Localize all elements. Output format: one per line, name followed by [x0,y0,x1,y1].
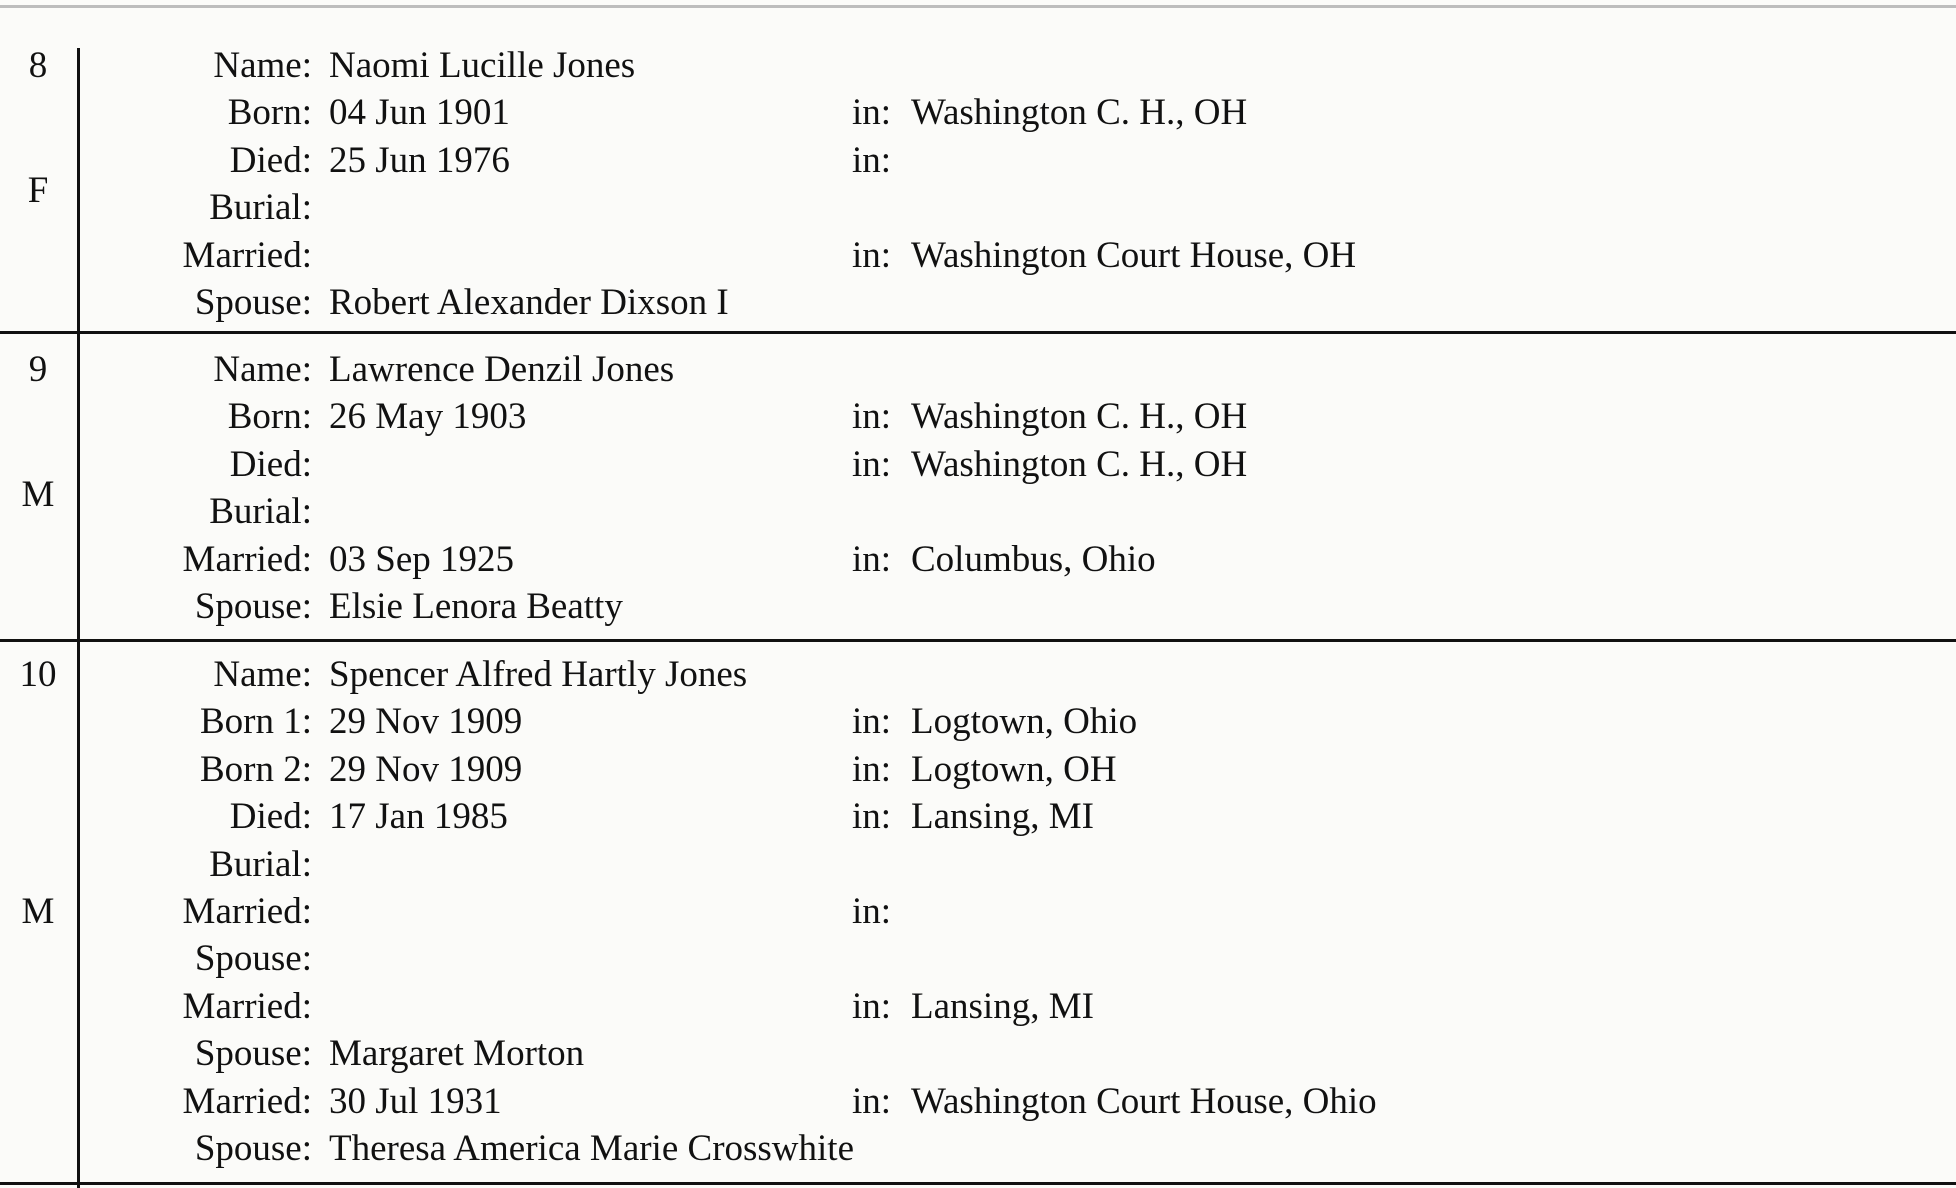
record-row-married [0,983,1956,1030]
record-row-married [0,232,1956,279]
field-value: 29 Nov 1909 [329,748,523,790]
record-divider [0,639,1956,642]
record-row-spouse [0,1030,1956,1077]
record-row-born-2 [0,746,1956,793]
field-label: Married: [182,538,312,580]
in-label: in: [852,796,892,838]
field-label: Married: [182,985,312,1027]
record-row-name [0,651,1956,698]
place-value: Logtown, Ohio [911,701,1138,743]
record-row-born [0,89,1956,136]
place-value: Columbus, Ohio [911,538,1156,580]
in-label: in: [852,443,892,485]
field-label: Married: [182,890,312,932]
field-label: Burial: [209,843,312,885]
place-value: Lansing, MI [911,985,1094,1027]
record-sex: M [21,474,55,515]
top-rule [0,5,1956,8]
record-number: 9 [28,349,48,390]
record-row-died [0,793,1956,840]
record-row-born [0,393,1956,440]
field-value: 03 Sep 1925 [329,538,514,580]
in-label: in: [852,890,892,932]
in-label: in: [852,748,892,790]
in-label: in: [852,234,892,276]
field-label: Born 1: [199,701,312,743]
record-row-died [0,137,1956,184]
field-value: 04 Jun 1901 [329,92,510,134]
field-label: Spouse: [194,1127,312,1169]
place-value: Washington C. H., OH [911,443,1248,485]
record-number: 8 [28,45,48,86]
in-label: in: [852,1080,892,1122]
field-label: Spouse: [194,938,312,980]
record-row-name [0,346,1956,393]
place-value: Lansing, MI [911,796,1094,838]
field-label: Spouse: [194,281,312,323]
record-8 [0,42,1956,326]
record-row-spouse [0,1125,1956,1172]
field-value: 30 Jul 1931 [329,1080,502,1122]
in-label: in: [852,396,892,438]
field-label: Name: [213,45,312,86]
place-value: Washington C. H., OH [911,396,1248,438]
record-10 [0,651,1956,1172]
record-row-name [0,42,1956,89]
record-row-spouse [0,935,1956,982]
record-row-burial [0,841,1956,888]
record-row-spouse [0,583,1956,630]
field-value: 26 May 1903 [329,396,527,438]
field-value: Margaret Morton [329,1033,585,1075]
in-label: in: [852,92,892,134]
field-label: Born 2: [199,748,312,790]
field-label: Spouse: [194,1033,312,1075]
field-value: Robert Alexander Dixson I [329,281,729,323]
field-value: Lawrence Denzil Jones [329,349,675,390]
field-label: Born: [227,396,312,438]
field-value: 29 Nov 1909 [329,701,523,743]
record-number: 10 [19,654,57,695]
field-label: Name: [213,654,312,695]
record-row-married [0,888,1956,935]
record-sex: F [27,170,49,211]
record-row-married [0,1078,1956,1125]
in-label: in: [852,985,892,1027]
field-value: Elsie Lenora Beatty [329,585,623,627]
record-row-spouse [0,279,1956,326]
field-label: Died: [229,139,312,181]
field-value: Theresa America Marie Crosswhite [329,1127,855,1169]
field-label: Died: [229,796,312,838]
field-label: Married: [182,1080,312,1122]
field-label: Married: [182,234,312,276]
field-label: Name: [213,349,312,390]
field-label: Burial: [209,187,312,229]
record-row-married [0,536,1956,583]
record-divider [0,331,1956,334]
place-value: Washington Court House, OH [911,234,1357,276]
field-label: Burial: [209,491,312,533]
place-value: Washington C. H., OH [911,92,1248,134]
in-label: in: [852,538,892,580]
record-9 [0,346,1956,630]
in-label: in: [852,701,892,743]
field-label: Spouse: [194,585,312,627]
place-value: Washington Court House, Ohio [911,1080,1377,1122]
field-label: Born: [227,92,312,134]
field-label: Died: [229,443,312,485]
record-sex: M [21,891,55,932]
record-divider [0,1182,1956,1185]
field-value: 17 Jan 1985 [329,796,508,838]
record-row-burial [0,184,1956,231]
field-value: 25 Jun 1976 [329,139,510,181]
record-row-died [0,441,1956,488]
field-value: Spencer Alfred Hartly Jones [329,654,748,695]
field-value: Naomi Lucille Jones [329,45,636,86]
record-row-born-1 [0,698,1956,745]
record-row-burial [0,488,1956,535]
place-value: Logtown, OH [911,748,1117,790]
in-label: in: [852,139,892,181]
